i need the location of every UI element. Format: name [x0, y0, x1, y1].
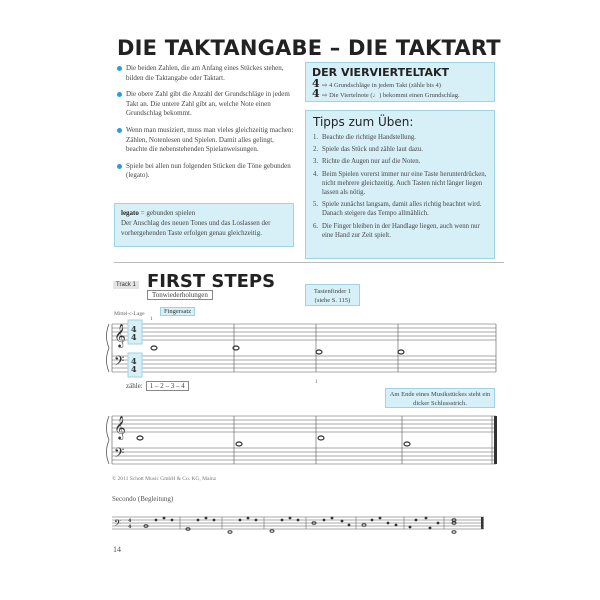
- tipp-number: 6.: [313, 222, 319, 230]
- bullet-dot-icon: [117, 66, 122, 71]
- legato-box: [114, 203, 294, 247]
- viervierteltakt-row: [312, 79, 488, 89]
- tipp-text: Spiele zunächst langsam, damit alles richtig beachtet wird. Danach steigere das Tempo allmählich.: [322, 201, 482, 218]
- svg-text:4: 4: [131, 332, 137, 342]
- tipp-number: 3.: [313, 158, 319, 166]
- tipp-text: Beim Spielen vorerst immer nur eine Taste herunterdrücken, nicht mehrere gleichzeitig. Auch Tasten nicht länger liegen lassen als nötig.: [322, 170, 487, 197]
- count-value: 1 – 2 – 3 – 4: [146, 381, 189, 391]
- svg-text:4: 4: [131, 364, 137, 374]
- grand-staff-system-2: [104, 410, 504, 472]
- tipp-item: [313, 170, 487, 198]
- tipp-number: 5.: [313, 201, 319, 209]
- bass-clef-icon: 𝄢: [114, 445, 125, 464]
- time-sig-denominator: 4: [312, 87, 320, 100]
- bullet-dot-icon: [117, 128, 122, 133]
- bullet-text: Wenn man musiziert, muss man vieles gleichzeitig machen: Zählen, Notenlesen und Spielen. Damit alles gelingt, beachte die nebenstehenden Spielanweisungen.: [126, 125, 294, 154]
- viervierteltakt-box: [305, 62, 495, 102]
- intro-bullets: [117, 64, 295, 188]
- bullet-item: [117, 162, 295, 181]
- tipp-text: Beachte die richtige Handstellung.: [322, 134, 416, 141]
- piece-title: FIRST STEPS: [147, 271, 276, 292]
- finger-number-top: 1: [150, 316, 153, 322]
- tipps-list: [313, 133, 487, 240]
- whole-note: [398, 350, 404, 354]
- legato-term: legato: [121, 209, 139, 217]
- treble-clef-icon: 𝄞: [114, 415, 126, 439]
- bullet-item: [117, 64, 295, 83]
- copyright: © 2011 Schott Music GmbH & Co. KG, Mainz: [112, 476, 217, 482]
- svg-text:4: 4: [131, 356, 137, 366]
- section-divider: [114, 262, 504, 263]
- row-text: ⇨ Die Viertelnote (♩) bekommt einen Grundschlag.: [322, 92, 460, 99]
- final-barline: [481, 517, 484, 529]
- bass-clef-icon: 𝄢: [114, 353, 125, 372]
- whole-note: [137, 436, 143, 440]
- viervierteltakt-title: DER VIERVIERTELTAKT: [312, 66, 450, 79]
- treble-clef-icon: 𝄞: [114, 323, 126, 347]
- tipp-item: [313, 145, 487, 154]
- viervierteltakt-row: [312, 89, 488, 99]
- svg-text:4: 4: [128, 518, 132, 524]
- whole-note: [151, 346, 157, 350]
- tipps-box: [305, 110, 495, 259]
- tipp-item: [313, 222, 487, 240]
- count-line: [126, 382, 189, 390]
- svg-text:4: 4: [128, 524, 132, 530]
- final-barline: [494, 416, 497, 464]
- whole-note: [318, 436, 324, 440]
- whole-note: [236, 442, 242, 446]
- tipp-item: [313, 200, 487, 218]
- tipp-number: 1.: [313, 134, 319, 141]
- track-badge: Track 1: [113, 281, 139, 289]
- end-barline-note: Am Ende eines Musikstückes steht ein dicker Schlussstrich.: [385, 388, 495, 408]
- bullet-dot-icon: [117, 92, 122, 97]
- tipp-number: 4.: [313, 170, 319, 178]
- tastenfinder-box: Tastenfinder 1 (siehe S. 115): [305, 284, 360, 306]
- accompaniment-notes: [144, 517, 456, 534]
- whole-note: [316, 350, 322, 354]
- count-label: zähle:: [126, 382, 143, 390]
- bullet-text: Die obere Zahl gibt die Anzahl der Grundschläge in jedem Takt an. Die untere Zahl gibt an, welche Note einen Grundschlag bekommt.: [126, 90, 290, 118]
- bullet-item: [117, 90, 295, 119]
- position-label: Mittel-c-Lage: [114, 311, 145, 317]
- bullet-text: Die beiden Zahlen, die am Anfang eines Stückes stehen, bilden die Taktangabe oder Taktart.: [126, 64, 284, 82]
- tipp-number: 2.: [313, 146, 319, 154]
- page-title: DIE TAKTANGABE – DIE TAKTART: [117, 36, 501, 60]
- tipp-text: Die Finger bleiben in der Handlage liegen, auch wenn nur eine Hand zur Zeit spielt.: [322, 222, 480, 239]
- bass-clef-icon: 𝄢: [114, 518, 122, 531]
- bullet-text: Spiele bei allen nun folgenden Stücken die Töne gebunden (legato).: [126, 161, 291, 180]
- time-sig-numerator: 4: [312, 77, 320, 90]
- finger-number-bottom: 1: [315, 379, 318, 385]
- piece-subtitle: Tonwiederholungen: [147, 290, 213, 300]
- secondo-label: Secondo (Begleitung): [112, 495, 174, 503]
- bullet-item: [117, 126, 295, 155]
- legato-text: Der Anschlag des neuen Tones und das Loslassen der vorhergehenden Taste erfolgen genau gleichzeitig.: [121, 219, 271, 237]
- tipps-title: Tipps zum Üben:: [313, 115, 414, 129]
- fingersatz-label: Fingersatz: [160, 307, 195, 316]
- tipp-item: [313, 157, 487, 166]
- tipp-text: Spiele das Stück und zähle laut dazu.: [322, 146, 423, 154]
- tipp-text: Richte die Augen nur auf die Noten.: [322, 158, 421, 166]
- tipp-item: [313, 133, 487, 142]
- secondo-staff: [104, 505, 504, 541]
- page-number: 14: [113, 545, 121, 554]
- legato-definition: = gebunden spielen: [138, 209, 196, 217]
- row-text: ⇨ 4 Grundschläge in jedem Takt (zähle bis 4): [322, 82, 441, 89]
- bullet-dot-icon: [117, 164, 122, 169]
- svg-text:4: 4: [131, 324, 137, 334]
- whole-note: [404, 442, 410, 446]
- grand-staff-system-1: [104, 318, 504, 378]
